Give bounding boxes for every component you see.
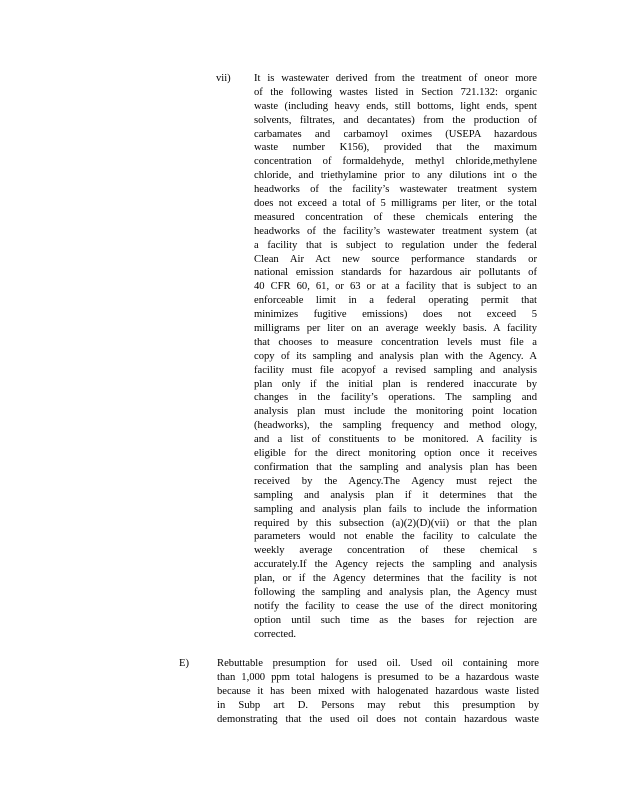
text-line: because it has been mixed with halogenated hazardous waste listed bbox=[217, 685, 539, 697]
text-line: carbamates and carbamoyl oximes (USEPA hazardous bbox=[254, 128, 537, 140]
text-line: eligible for the direct monitoring option once it receives bbox=[254, 448, 537, 460]
text-line: received by the Agency.The Agency must reject the bbox=[254, 475, 537, 487]
text-line: Rebuttable presumption for used oil. Used oil containing more bbox=[217, 658, 539, 669]
text-line: option until such time as the bases for rejection are bbox=[254, 614, 537, 626]
text-line: of the following wastes listed in Section 721.132: organic bbox=[254, 86, 537, 98]
text-line: plan, or if the Agency determines that the facility is not bbox=[254, 573, 537, 585]
text-line: than 1,000 ppm total halogens is presumed to be a hazardous waste bbox=[217, 671, 539, 683]
text-line: analysis plan must include the monitoring point location bbox=[254, 406, 537, 418]
text-line: corrected. bbox=[254, 628, 297, 640]
text-line: parameters would not enable the facility to calculate the bbox=[254, 531, 537, 543]
text-line: milligrams per liter on an average weekly basis. A facility bbox=[254, 323, 537, 335]
text-line: concentration of formaldehyde, methyl chloride,methylene bbox=[254, 156, 537, 168]
text-line: demonstrating that the used oil does not contain hazardous waste bbox=[217, 713, 539, 725]
text-line: headworks of the facility’s wastewater treatment system bbox=[254, 184, 537, 196]
text-line: in Subp art D. Persons may rebut this presumption by bbox=[217, 699, 539, 711]
text-line: (headworks), the sampling frequency and method ology, bbox=[254, 420, 537, 432]
text-line: facility must file acopyof a revised sampling and analysis bbox=[254, 364, 537, 376]
text-line: a facility that is subject to regulation under the federal bbox=[254, 239, 537, 251]
text-line: waste (including heavy ends, still bottoms, light ends, spent bbox=[254, 100, 537, 112]
text-line: measured concentration of these chemicals entering the bbox=[254, 211, 537, 223]
text-line: minimizes fugitive emissions) does not exceed 5 bbox=[254, 309, 537, 321]
text-line: does not exceed a total of 5 milligrams per liter, or the total bbox=[254, 198, 537, 210]
text-line: national emission standards for hazardous air pollutants of bbox=[254, 267, 537, 279]
text-line: sampling and analysis plan if it determines that the bbox=[254, 489, 537, 501]
text-line: waste number K156), provided that the maximum bbox=[254, 142, 537, 154]
paragraph-e-label: E) bbox=[179, 658, 189, 669]
text-line: plan only if the initial plan is rendered inaccurate by bbox=[254, 378, 537, 390]
text-line: copy of its sampling and analysis plan with the Agency. A bbox=[254, 350, 537, 362]
text-line: headworks of the facility’s wastewater treatment system (at bbox=[254, 225, 537, 237]
text-line: weekly average concentration of these chemical s bbox=[254, 545, 537, 557]
text-line: It is wastewater derived from the treatment of oneor more bbox=[254, 73, 537, 84]
text-line: following the sampling and analysis plan, the Agency must bbox=[254, 586, 537, 598]
text-line: Clean Air Act new source performance standards or bbox=[254, 253, 537, 265]
text-line: notify the facility to cease the use of the direct monitoring bbox=[254, 600, 537, 612]
text-line: chloride, and triethylamine prior to any dilutions int o the bbox=[254, 170, 537, 182]
text-line: solvents, filtrates, and decantates) from the production of bbox=[254, 114, 537, 126]
text-line: 40 CFR 60, 61, or 63 or at a facility that is subject to an bbox=[254, 281, 537, 293]
text-line: and a list of constituents to be monitored. A facility is bbox=[254, 434, 537, 446]
paragraph-e-body bbox=[217, 657, 539, 726]
text-line: changes in the facility’s operations. The sampling and bbox=[254, 392, 537, 404]
text-line: required by this subsection (a)(2)(D)(vii) or that the plan bbox=[254, 517, 537, 529]
text-line: enforceable limit in a federal operating permit that bbox=[254, 295, 537, 307]
text-line: sampling and analysis plan fails to include the information bbox=[254, 503, 537, 515]
paragraph-vii-label: vii) bbox=[216, 73, 231, 84]
paragraph-vii-body bbox=[254, 72, 537, 642]
text-line: confirmation that the sampling and analysis plan has been bbox=[254, 461, 537, 473]
text-line: accurately.If the Agency rejects the sampling and analysis bbox=[254, 559, 537, 571]
text-line: that chooses to measure concentration levels must file a bbox=[254, 336, 537, 348]
